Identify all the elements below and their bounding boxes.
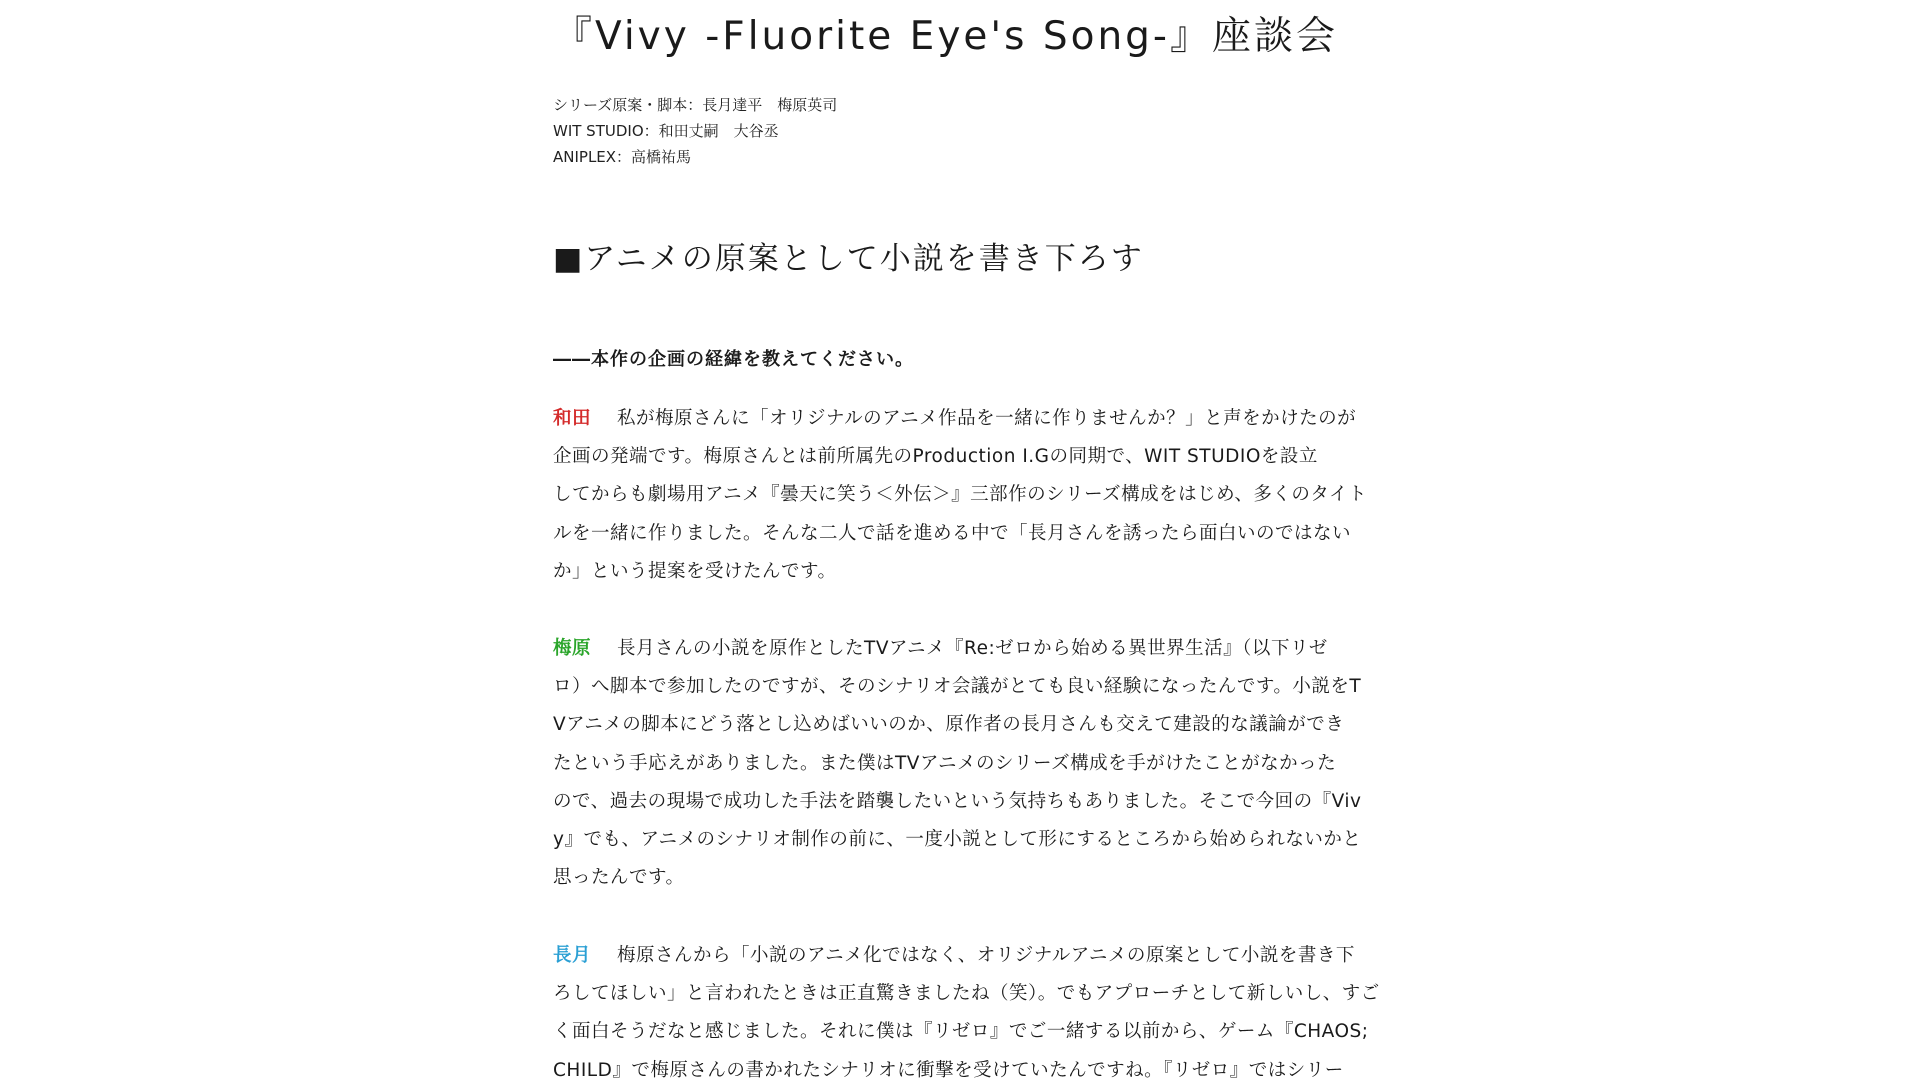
paragraph-line: Vアニメの脚本にどう落とし込めばいいのか、原作者の長月さんも交えて建設的な議論ができ xyxy=(553,714,1345,736)
paragraph-line: く面白そうだなと感じました。それに僕は『リゼロ』でご一緒する以前から、ゲーム『CHAOS; xyxy=(553,1021,1369,1043)
paragraph-line: してからも劇場用アニメ『曇天に笑う＜外伝＞』三部作のシリーズ構成をはじめ、多くのタイト xyxy=(553,484,1368,506)
interview-question: ――本作の企画の経緯を教えてください。 xyxy=(553,349,914,370)
paragraph-umehara xyxy=(553,630,1393,897)
credit-line-wit-studio: WIT STUDIO：和田丈嗣 大谷丞 xyxy=(553,122,779,140)
paragraph-line: 梅原 長月さんの小説を原作としたTVアニメ『Re:ゼロから始める異世界生活』（以下リゼ xyxy=(553,638,1328,659)
paragraph-nagatsuki xyxy=(553,937,1393,1080)
paragraph-line: ルを一緒に作りました。そんな二人で話を進める中で「長月さんを誘ったら面白いのではない xyxy=(553,522,1352,544)
paragraph-line: CHILD』で梅原さんの書かれたシナリオに衝撃を受けていたんですね。『リゼロ』ではシリー xyxy=(553,1059,1344,1080)
paragraph-line: たという手応えがありました。また僕はTVアニメのシリーズ構成を手がけたことがなかった xyxy=(553,752,1337,774)
speaker-label-umehara: 梅原 xyxy=(553,638,592,659)
speaker-label-nagatsuki: 長月 xyxy=(553,945,592,966)
paragraph-wada xyxy=(553,400,1393,591)
section-heading: ■アニメの原案として小説を書き下ろす xyxy=(553,241,1144,277)
speaker-label-wada: 和田 xyxy=(553,408,592,429)
credits-block xyxy=(553,92,837,170)
article-title: 『Vivy -Fluorite Eye's Song-』座談会 xyxy=(553,14,1339,59)
paragraph-line: 企画の発端です。梅原さんとは前所属先のProduction I.Gの同期で、WIT STUDIOを設立 xyxy=(553,446,1318,468)
paragraph-line: 思ったんです。 xyxy=(553,867,685,889)
paragraph-line: ろしてほしい」と言われたときは正直驚きましたね（笑）。でもアプローチとして新しいし、すご xyxy=(553,983,1380,1005)
paragraph-line: 長月 梅原さんから「小説のアニメ化ではなく、オリジナルアニメの原案として小説を書き下 xyxy=(553,945,1355,966)
paragraph-line: 和田 私が梅原さんに「オリジナルのアニメ作品を一緒に作りませんか？」と声をかけたのが xyxy=(553,408,1357,429)
credit-line-series: シリーズ原案・脚本：長月達平 梅原英司 xyxy=(553,96,838,114)
paragraph-line: ので、過去の現場で成功した手法を踏襲したいという気持ちもありました。そこで今回の『Viv xyxy=(553,790,1362,812)
credit-line-aniplex: ANIPLEX：高橋祐馬 xyxy=(553,148,692,166)
paragraph-line: y』でも、アニメのシナリオ制作の前に、一度小説として形にするところから始められないかと xyxy=(553,829,1362,851)
paragraph-line: ロ）へ脚本で参加したのですが、そのシナリオ会議がとても良い経験になったんです。小説をT xyxy=(553,676,1362,698)
paragraph-line: か」という提案を受けたんです。 xyxy=(553,560,837,582)
